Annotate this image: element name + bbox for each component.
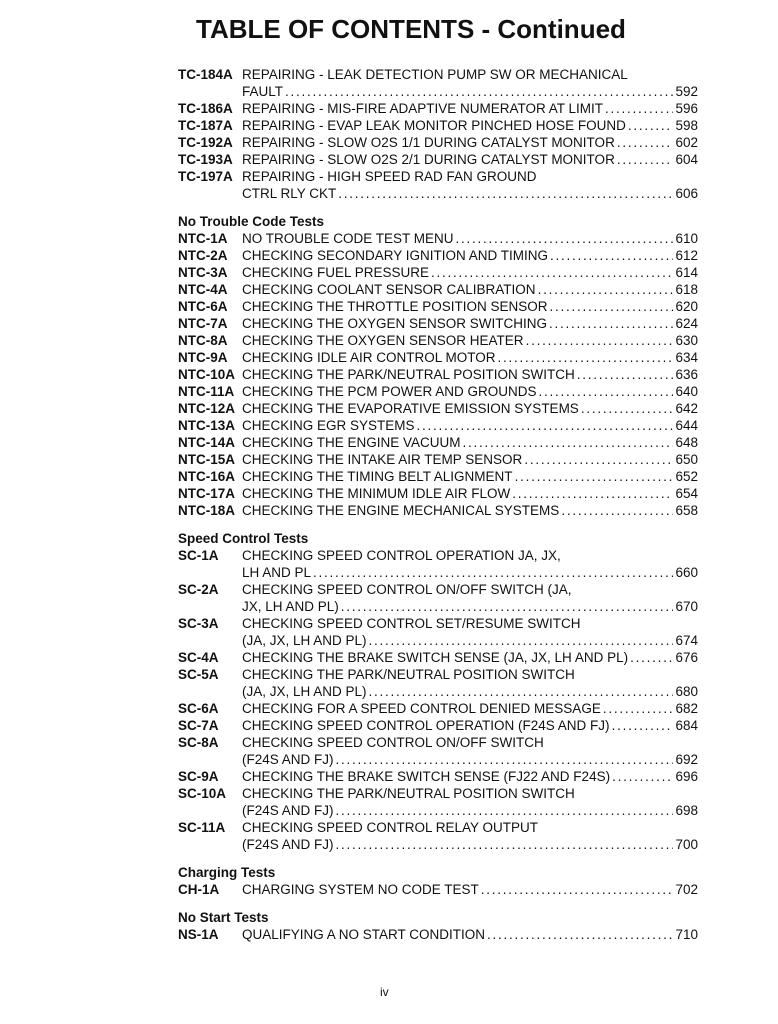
dot-leader [617,134,674,151]
entry-page: 596 [675,101,698,116]
entry-code: NTC-18A [178,503,236,518]
dot-leader [539,383,674,400]
entry-title-line [242,751,698,768]
entry-title-line [242,468,698,485]
toc-entry[interactable] [178,649,698,666]
dot-leader [463,434,674,451]
entry-title-line [242,683,698,700]
entry-title-line: CHECKING SPEED CONTROL SET/RESUME SWITCH [242,616,581,631]
entry-title-line [242,366,698,383]
entry-title: CHECKING THE ENGINE VACUUM [242,435,461,450]
entry-title: CHECKING THE PARK/NEUTRAL POSITION SWITCH [242,367,575,382]
entry-code: TC-193A [178,152,233,167]
entry-title: REPAIRING - SLOW O2S 1/1 DURING CATALYST MONITOR [242,135,615,150]
entry-body [242,168,698,202]
dot-leader [498,349,674,366]
entry-page: 710 [675,927,698,942]
entry-body [242,349,698,366]
entry-title-line [242,383,698,400]
entry-title-line [242,417,698,434]
entry-code: NTC-12A [178,401,236,416]
entry-title: CHECKING THE BRAKE SWITCH SENSE (JA, JX, LH AND PL) [242,650,629,665]
entry-title-line: CHECKING SPEED CONTROL RELAY OUTPUT [242,820,539,835]
entry-title-line [242,83,698,100]
entry-title-line: REPAIRING - LEAK DETECTION PUMP SW OR MECHANICAL [242,67,628,82]
entry-title-line: CHECKING SPEED CONTROL OPERATION JA, JX, [242,548,561,563]
dot-leader [515,468,674,485]
entry-title: QUALIFYING A NO START CONDITION [242,927,486,942]
toc-entry[interactable] [178,502,698,519]
entry-code: SC-11A [178,820,226,835]
entry-code: CH-1A [178,882,220,897]
toc-entry[interactable] [178,230,698,247]
dot-leader [550,247,673,264]
entry-body [242,264,698,281]
entry-body [242,581,698,615]
entry-title-line [242,485,698,502]
entry-body [242,117,698,134]
toc-entry[interactable] [178,298,698,315]
entry-page: 696 [675,769,698,784]
entry-title: CHECKING EGR SYSTEMS [242,418,415,433]
toc-entry[interactable] [178,434,698,451]
entry-body [242,400,698,417]
entry-page: 682 [675,701,698,716]
toc-entry[interactable] [178,332,698,349]
entry-page: 648 [675,435,698,450]
entry-page: 676 [675,650,698,665]
entry-title-line [242,881,698,898]
entry-body [242,383,698,400]
entry-title-line [242,836,698,853]
entry-title: REPAIRING - SLOW O2S 2/1 DURING CATALYST MONITOR [242,152,615,167]
entry-code: SC-4A [178,650,219,665]
entry-title-line [242,717,698,734]
entry-body [242,417,698,434]
entry-body [242,485,698,502]
entry-page: 652 [675,469,698,484]
entry-body [242,66,698,100]
dot-leader [524,451,673,468]
entry-page: 698 [675,803,698,818]
entry-page: 654 [675,486,698,501]
entry-title-line [242,564,698,581]
entry-code: SC-3A [178,616,219,631]
entry-page: 658 [675,503,698,518]
toc-entry[interactable] [178,247,698,264]
section-heading: Charging Tests [178,865,276,880]
entry-title: CHECKING THE THROTTLE POSITION SENSOR [242,299,548,314]
toc-entry[interactable] [178,366,698,383]
entry-code: SC-2A [178,582,219,597]
entry-title-line [242,247,698,264]
entry-page: 592 [675,84,698,99]
entry-code: SC-1A [178,548,219,563]
entry-code: NS-1A [178,927,219,942]
entry-page: 612 [675,248,698,263]
entry-code: NTC-14A [178,435,236,450]
entry-title-line [242,768,698,785]
entry-title: CHECKING FOR A SPEED CONTROL DENIED MESSAGE [242,701,601,716]
dot-leader [538,281,674,298]
entry-code: TC-184A [178,67,233,82]
entry-title: CHECKING FUEL PRESSURE [242,265,430,280]
dot-leader [336,751,674,768]
entry-code: SC-5A [178,667,219,682]
dot-leader [612,717,674,734]
entry-title-line [242,349,698,366]
entry-title: (JA, JX, LH AND PL) [242,684,367,699]
dot-leader [338,185,673,202]
dot-leader [369,683,674,700]
entry-body [242,434,698,451]
toc-entry[interactable] [178,349,698,366]
entry-title-line [242,332,698,349]
entry-title-line: REPAIRING - HIGH SPEED RAD FAN GROUND [242,169,537,184]
entry-page: 642 [675,401,698,416]
dot-leader [341,598,674,615]
entry-title: CHECKING THE MINIMUM IDLE AIR FLOW [242,486,511,501]
entry-title-line [242,281,698,298]
entry-body [242,134,698,151]
entry-page: 610 [675,231,698,246]
entry-body [242,785,698,819]
toc-section [178,213,698,519]
entry-code: NTC-2A [178,248,228,263]
entry-body [242,649,698,666]
entry-title-line [242,298,698,315]
entry-body [242,451,698,468]
dot-leader [617,151,674,168]
entry-page: 702 [675,882,698,897]
entry-title: NO TROUBLE CODE TEST MENU [242,231,454,246]
entry-page: 620 [675,299,698,314]
toc-entry[interactable] [178,100,698,117]
entry-body [242,502,698,519]
dot-leader [550,298,674,315]
section-heading: No Start Tests [178,910,269,925]
dot-leader [605,100,673,117]
entry-title-line [242,185,698,202]
entry-title-line [242,802,698,819]
entry-title: CHECKING THE OXYGEN SENSOR SWITCHING [242,316,548,331]
dot-leader [285,83,673,100]
entry-title-line [242,264,698,281]
entry-page: 674 [675,633,698,648]
entry-title: CHECKING THE EVAPORATIVE EMISSION SYSTEMS [242,401,579,416]
dot-leader [628,117,674,134]
toc-entry[interactable] [178,417,698,434]
toc-entry[interactable] [178,117,698,134]
entry-body [242,819,698,853]
entry-title: CHECKING COOLANT SENSOR CALIBRATION [242,282,536,297]
toc-entry[interactable] [178,264,698,281]
entry-body [242,881,698,898]
toc-entry[interactable] [178,768,698,785]
entry-body [242,468,698,485]
toc-entry[interactable] [178,400,698,417]
entry-title-line [242,649,698,666]
entry-code: TC-197A [178,169,233,184]
dot-leader [549,315,673,332]
toc-entry[interactable] [178,717,698,734]
entry-title: CHECKING THE TIMING BELT ALIGNMENT [242,469,513,484]
toc-entry[interactable] [178,168,698,202]
entry-code: NTC-4A [178,282,228,297]
entry-body [242,100,698,117]
entry-title-line [242,632,698,649]
entry-code: NTC-7A [178,316,228,331]
entry-body [242,366,698,383]
table-of-contents [178,66,698,943]
entry-title: CHECKING THE BRAKE SWITCH SENSE (FJ22 AND F24S) [242,769,611,784]
entry-code: SC-10A [178,786,227,801]
toc-section [178,530,698,853]
entry-page: 598 [675,118,698,133]
entry-page: 640 [675,384,698,399]
entry-page: 606 [675,186,698,201]
entry-body [242,230,698,247]
entry-page: 614 [675,265,698,280]
entry-title: CHECKING THE OXYGEN SENSOR HEATER [242,333,524,348]
entry-body [242,717,698,734]
page-title: TABLE OF CONTENTS - Continued [196,14,626,44]
entry-body [242,247,698,264]
entry-page: 644 [675,418,698,433]
entry-code: NTC-10A [178,367,236,382]
toc-entry[interactable] [178,819,698,853]
entry-code: SC-9A [178,769,219,784]
entry-title: CHECKING SECONDARY IGNITION AND TIMING [242,248,549,263]
entry-title: CHECKING THE ENGINE MECHANICAL SYSTEMS [242,503,560,518]
entry-body [242,926,698,943]
dot-leader [577,366,674,383]
entry-title: CHECKING THE PCM POWER AND GROUNDS [242,384,537,399]
entry-code: SC-6A [178,701,219,716]
section-heading: Speed Control Tests [178,531,309,546]
entry-page: 692 [675,752,698,767]
entry-title-line [242,134,698,151]
toc-section [178,66,698,202]
entry-title-line: CHECKING SPEED CONTROL ON/OFF SWITCH (JA, [242,582,572,597]
entry-title: REPAIRING - MIS-FIRE ADAPTIVE NUMERATOR AT LIMIT [242,101,604,116]
entry-page: 670 [675,599,698,614]
dot-leader [561,502,673,519]
entry-title: CHARGING SYSTEM NO CODE TEST [242,882,479,897]
entry-title-line [242,502,698,519]
entry-code: SC-8A [178,735,219,750]
toc-entry[interactable] [178,581,698,615]
entry-code: NTC-3A [178,265,228,280]
toc-entry[interactable] [178,66,698,100]
entry-page: 630 [675,333,698,348]
entry-title-line [242,117,698,134]
entry-title-line [242,451,698,468]
entry-page: 618 [675,282,698,297]
dot-leader [336,802,674,819]
entry-title: FAULT [242,84,284,99]
entry-page: 602 [675,135,698,150]
toc-entry[interactable] [178,151,698,168]
toc-entry[interactable] [178,281,698,298]
entry-code: NTC-15A [178,452,236,467]
entry-title: CHECKING SPEED CONTROL OPERATION (F24S AND FJ) [242,718,610,733]
dot-leader [313,564,673,581]
entry-title-line: CHECKING THE PARK/NEUTRAL POSITION SWITCH [242,786,575,801]
entry-code: TC-186A [178,101,233,116]
dot-leader [581,400,674,417]
entry-title: (F24S AND FJ) [242,803,334,818]
entry-title-line: CHECKING SPEED CONTROL ON/OFF SWITCH [242,735,544,750]
entry-title-line [242,434,698,451]
entry-code: NTC-16A [178,469,236,484]
entry-code: NTC-8A [178,333,228,348]
toc-entry[interactable] [178,785,698,819]
entry-code: NTC-1A [178,231,228,246]
entry-code: TC-192A [178,135,233,150]
entry-page: 650 [675,452,698,467]
entry-body [242,734,698,768]
entry-page: 660 [675,565,698,580]
entry-page: 680 [675,684,698,699]
entry-code: TC-187A [178,118,233,133]
entry-title: (JA, JX, LH AND PL) [242,633,367,648]
dot-leader [431,264,673,281]
toc-entry[interactable] [178,134,698,151]
dot-leader [487,926,673,943]
toc-entry[interactable] [178,926,698,943]
entry-page: 634 [675,350,698,365]
entry-title-line [242,400,698,417]
entry-body [242,298,698,315]
toc-entry[interactable] [178,734,698,768]
entry-code: NTC-9A [178,350,228,365]
entry-title: JX, LH AND PL) [242,599,339,614]
entry-body [242,332,698,349]
entry-body [242,281,698,298]
entry-body [242,666,698,700]
entry-code: NTC-11A [178,384,235,399]
entry-page: 700 [675,837,698,852]
toc-entry[interactable] [178,468,698,485]
page-number: iv [380,985,389,999]
toc-section [178,864,698,898]
entry-page: 604 [675,152,698,167]
toc-entry[interactable] [178,547,698,581]
entry-code: NTC-17A [178,486,236,501]
entry-title-line [242,230,698,247]
toc-entry[interactable] [178,485,698,502]
toc-entry[interactable] [178,666,698,700]
dot-leader [456,230,674,247]
toc-entry[interactable] [178,700,698,717]
toc-entry[interactable] [178,881,698,898]
entry-body [242,315,698,332]
entry-page: 684 [675,718,698,733]
entry-title: CTRL RLY CKT [242,186,337,201]
entry-body [242,615,698,649]
entry-title-line [242,315,698,332]
dot-leader [526,332,674,349]
entry-title-line [242,598,698,615]
toc-entry[interactable] [178,451,698,468]
entry-title-line [242,151,698,168]
entry-page: 624 [675,316,698,331]
dot-leader [603,700,674,717]
section-heading: No Trouble Code Tests [178,214,325,229]
dot-leader [369,632,674,649]
entry-title: LH AND PL [242,565,312,580]
entry-title-line [242,926,698,943]
dot-leader [630,649,673,666]
dot-leader [336,836,674,853]
entry-body [242,151,698,168]
entry-title-line: CHECKING THE PARK/NEUTRAL POSITION SWITCH [242,667,575,682]
dot-leader [612,768,673,785]
entry-title: REPAIRING - EVAP LEAK MONITOR PINCHED HOSE FOUND [242,118,626,133]
entry-title: CHECKING IDLE AIR CONTROL MOTOR [242,350,496,365]
entry-body [242,700,698,717]
toc-entry[interactable] [178,615,698,649]
entry-body [242,547,698,581]
entry-body [242,768,698,785]
toc-entry[interactable] [178,315,698,332]
toc-section [178,909,698,943]
entry-title: (F24S AND FJ) [242,837,334,852]
dot-leader [512,485,673,502]
toc-entry[interactable] [178,383,698,400]
entry-title: (F24S AND FJ) [242,752,334,767]
dot-leader [417,417,674,434]
dot-leader [481,881,674,898]
entry-code: NTC-6A [178,299,228,314]
entry-title: CHECKING THE INTAKE AIR TEMP SENSOR [242,452,523,467]
entry-title-line [242,700,698,717]
entry-code: NTC-13A [178,418,236,433]
entry-code: SC-7A [178,718,219,733]
entry-title-line [242,100,698,117]
entry-page: 636 [675,367,698,382]
